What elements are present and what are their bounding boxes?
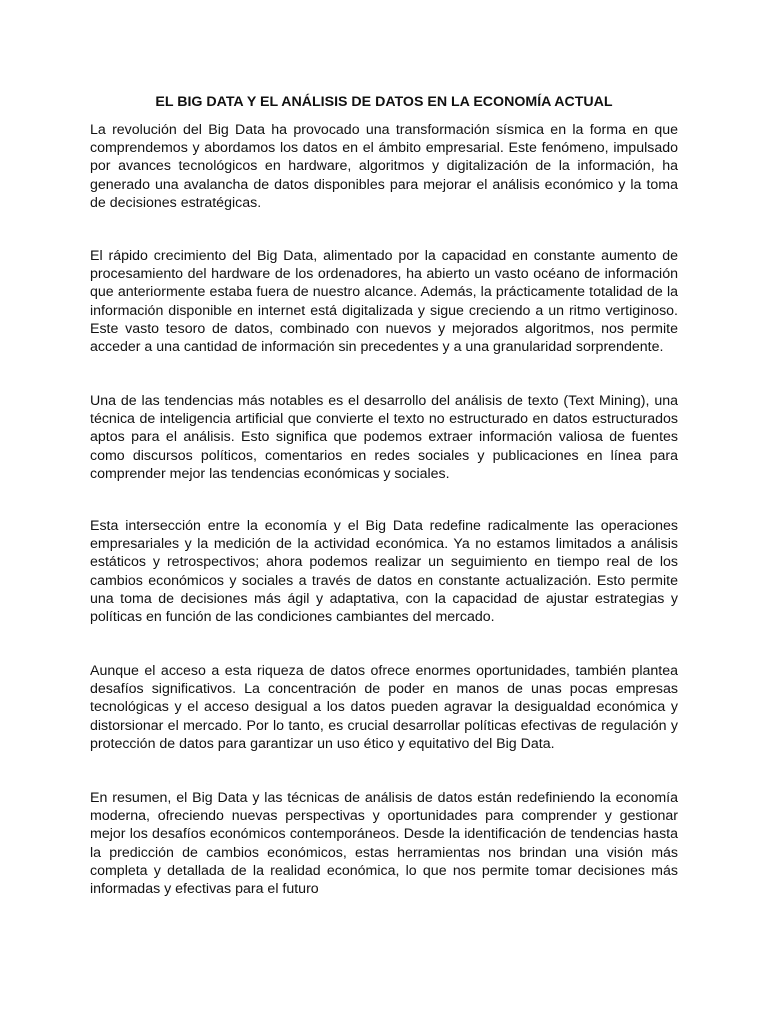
paragraph-5: Aunque el acceso a esta riqueza de datos ofrece enormes oportunidades, también plantea desafíos significativos. La concentración de poder en manos de unas pocas empresas tecnológicas y el acceso desigual a los datos pueden agravar la desigualdad económica y distorsionar el mercado. Por lo tanto, es crucial desarrollar políticas efectivas de regulación y protección de datos para garantizar un uso ético y equitativo del Big Data. bbox=[90, 663, 678, 752]
paragraph-3: Una de las tendencias más notables es el desarrollo del análisis de texto (Text Mining), una técnica de inteligencia artificial que convierte el texto no estructurado en datos estructurados aptos para el análisis. Esto significa que podemos extraer información valiosa de fuentes como discursos políticos, comentarios en redes sociales y publicaciones en línea para comprender mejor las tendencias económicas y sociales. bbox=[90, 393, 678, 482]
paragraph-2: El rápido crecimiento del Big Data, alimentado por la capacidad en constante aumento de procesamiento del hardware de los ordenadores, ha abierto un vasto océano de información que anteriormente estaba fuera de nuestro alcance. Además, la prácticamente totalidad de la información disponible en internet está digitalizada y sigue creciendo a un ritmo vertiginoso. Este vasto tesoro de datos, combinado con nuevos y mejorados algoritmos, nos permite acceder a una cantidad de información sin precedentes y a una granularidad sorprendente. bbox=[90, 248, 678, 356]
paragraph-1: La revolución del Big Data ha provocado una transformación sísmica en la forma en que comprendemos y abordamos los datos en el ámbito empresarial. Este fenómeno, impulsado por avances tecnológicos en hardware, algoritmos y digitalización de la información, ha generado una avalancha de datos disponibles para mejorar el análisis económico y la toma de decisiones estratégicas. bbox=[90, 122, 678, 211]
paragraph-4: Esta intersección entre la economía y el Big Data redefine radicalmente las operaciones empresariales y la medición de la actividad económica. Ya no estamos limitados a análisis estáticos y retrospectivos; ahora podemos realizar un seguimiento en tiempo real de los cambios económicos y sociales a través de datos en constante actualización. Esto permite una toma de decisiones más ágil y adaptativa, con la capacidad de ajustar estrategias y políticas en función de las condiciones cambiantes del mercado. bbox=[90, 518, 678, 626]
document-title: EL BIG DATA Y EL ANÁLISIS DE DATOS EN LA ECONOMÍA ACTUAL bbox=[155, 94, 613, 110]
paragraph-6: En resumen, el Big Data y las técnicas de análisis de datos están redefiniendo la economía moderna, ofreciendo nuevas perspectivas y oportunidades para comprender y gestionar mejor los desafíos económicos contemporáneos. Desde la identificación de tendencias hasta la predicción de cambios económicos, estas herramientas nos brindan una visión más completa y detallada de la realidad económica, lo que nos permite tomar decisiones más informadas y efectivas para el futuro bbox=[90, 790, 678, 898]
